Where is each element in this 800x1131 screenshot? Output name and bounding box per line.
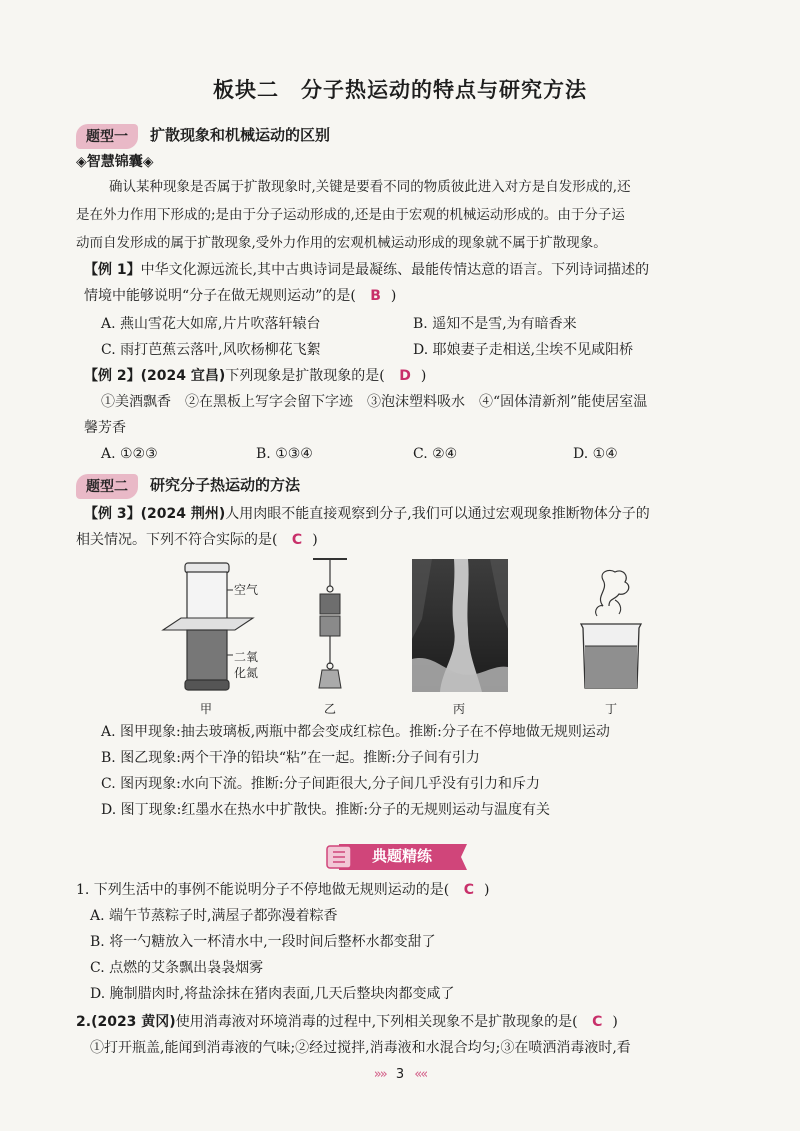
question-2-line-2: ①打开瓶盖,能闻到消毒液的气味;②经过搅拌,消毒液和水混合均匀;③在喷洒消毒液时,看 <box>90 1040 631 1056</box>
example-1-text-2: 情境中能够说明“分子在做无规则运动”的是( <box>84 288 356 304</box>
example-2-option-b: B. ①③④ <box>256 446 313 462</box>
question-2-text: 使用消毒液对环境消毒的过程中,下列相关现象不是扩散现象的是( <box>175 1014 578 1030</box>
figure-caption-bing: 丙 <box>453 702 466 716</box>
example-1-close: ) <box>390 288 397 304</box>
example-1-option-d: D. 耶娘妻子走相送,尘埃不见咸阳桥 <box>413 342 634 358</box>
example-1-label: 【例 1】 <box>84 262 141 278</box>
type1-title: 扩散现象和机械运动的区别 <box>150 126 331 144</box>
example-2-close: ) <box>420 368 427 384</box>
page-arrow-right: «« <box>414 1067 427 1082</box>
example-1-option-c: C. 雨打芭蕉云落叶,风吹杨柳花飞絮 <box>101 342 321 358</box>
example-3-option-c: C. 图丙现象:水向下流。推断:分子间距很大,分子间几乎没有引力和斥力 <box>101 776 540 792</box>
tips-title: ◈智慧锦囊◈ <box>76 154 154 170</box>
question-1-option-c: C. 点燃的艾条飘出袅袅烟雾 <box>90 960 264 976</box>
question-1-close: ) <box>484 882 490 898</box>
section-title: 板块二 分子热运动的特点与研究方法 <box>213 78 587 102</box>
figure-ding-beaker-hot-water <box>575 566 647 692</box>
example-2-line-1 <box>84 366 426 386</box>
question-1-option-b: B. 将一勺糖放入一杯清水中,一段时间后整杯水都变甜了 <box>90 934 436 950</box>
example-2-option-a: A. ①②③ <box>101 446 158 462</box>
tips-line-1: 确认某种现象是否属于扩散现象时,关键是要看不同的物质彼此进入对方是自发形成的,还 <box>109 179 631 195</box>
practice-banner-text: 典题精练 <box>372 847 433 865</box>
type2-tag: 题型二 <box>76 474 138 499</box>
question-1-stem <box>76 880 489 900</box>
page-number <box>0 1067 800 1082</box>
example-1-option-a: A. 燕山雪花大如席,片片吹落轩辕台 <box>101 316 321 332</box>
page-number-value: 3 <box>395 1067 405 1082</box>
question-2-number: 2. <box>76 1014 92 1030</box>
example-1-line-2 <box>84 286 396 306</box>
example-3-answer: C <box>291 532 303 548</box>
example-2-source: (2024 宜昌) <box>140 368 226 384</box>
figure-yi-lead-blocks <box>305 556 355 696</box>
tips-line-3: 动而自发形成的属于扩散现象,受外力作用的宏观机械运动形成的现象就不属于扩散现象。 <box>76 235 607 251</box>
type1-tag: 题型一 <box>76 124 138 149</box>
example-1-option-b: B. 遥知不是雪,为有暗香来 <box>413 316 577 332</box>
figure-caption-yi: 乙 <box>324 702 337 716</box>
question-2-stem <box>76 1012 618 1032</box>
example-3-option-d: D. 图丁现象:红墨水在热水中扩散快。推断:分子的无规则运动与温度有关 <box>101 802 551 818</box>
figure-caption-jia: 甲 <box>200 702 213 716</box>
example-2-label: 【例 2】 <box>84 368 141 384</box>
figure-label-air: 空气 <box>234 583 259 597</box>
example-3-line-1 <box>84 504 650 524</box>
example-2-line-2: ①美酒飘香 ②在黑板上写字会留下字迹 ③泡沫塑料吸水 ④“固体清新剂”能使居室温 <box>101 394 648 410</box>
example-3-line-2 <box>76 530 318 550</box>
question-1-answer: C <box>463 882 475 898</box>
example-3-option-b: B. 图乙现象:两个干净的铅块“粘”在一起。推断:分子间有引力 <box>101 750 480 766</box>
question-2-source: (2023 黄冈) <box>91 1014 176 1030</box>
example-3-text-1: 人用肉眼不能直接观察到分子,我们可以通过宏观现象推断物体分子的 <box>225 506 650 522</box>
question-2-answer: C <box>592 1014 603 1030</box>
figure-caption-ding: 丁 <box>605 702 618 716</box>
figure-bing-waterfall-photo <box>412 559 508 692</box>
example-3-close: ) <box>312 532 318 548</box>
example-2-option-c: C. ②④ <box>413 446 458 462</box>
example-1-line-1 <box>84 260 649 280</box>
question-1-text: 1. 下列生活中的事例不能说明分子不停地做无规则运动的是( <box>76 882 450 898</box>
example-3-option-a: A. 图甲现象:抽去玻璃板,两瓶中都会变成红棕色。推断:分子在不停地做无规则运动 <box>101 724 610 740</box>
example-3-label: 【例 3】 <box>84 506 141 522</box>
example-1-text-1: 中华文化源远流长,其中古典诗词是最凝练、最能传情达意的语言。下列诗词描述的 <box>140 262 650 278</box>
example-2-line-3: 馨芳香 <box>84 420 126 436</box>
example-2-text: 下列现象是扩散现象的是( <box>225 368 385 384</box>
example-3-text-2: 相关情况。下列不符合实际的是( <box>76 532 278 548</box>
question-1-option-a: A. 端午节蒸粽子时,满屋子都弥漫着粽香 <box>90 908 338 924</box>
tips-line-2: 是在外力作用下形成的;是由于分子运动形成的,还是由于宏观的机械运动形成的。由于分子运 <box>76 207 625 223</box>
example-2-option-d: D. ①④ <box>573 446 618 462</box>
figure-label-no2-2: 化氮 <box>234 666 259 680</box>
example-2-answer: D <box>399 368 411 384</box>
example-1-answer: B <box>370 288 381 304</box>
example-3-source: (2024 荆州) <box>140 506 226 522</box>
question-2-close: ) <box>612 1014 618 1030</box>
figure-label-no2-1: 二氧 <box>234 650 259 664</box>
question-1-option-d: D. 腌制腊肉时,将盐涂抹在猪肉表面,几天后整块肉都变咸了 <box>90 986 455 1002</box>
type2-title: 研究分子热运动的方法 <box>150 476 301 494</box>
page-arrow-left: »» <box>373 1067 386 1082</box>
